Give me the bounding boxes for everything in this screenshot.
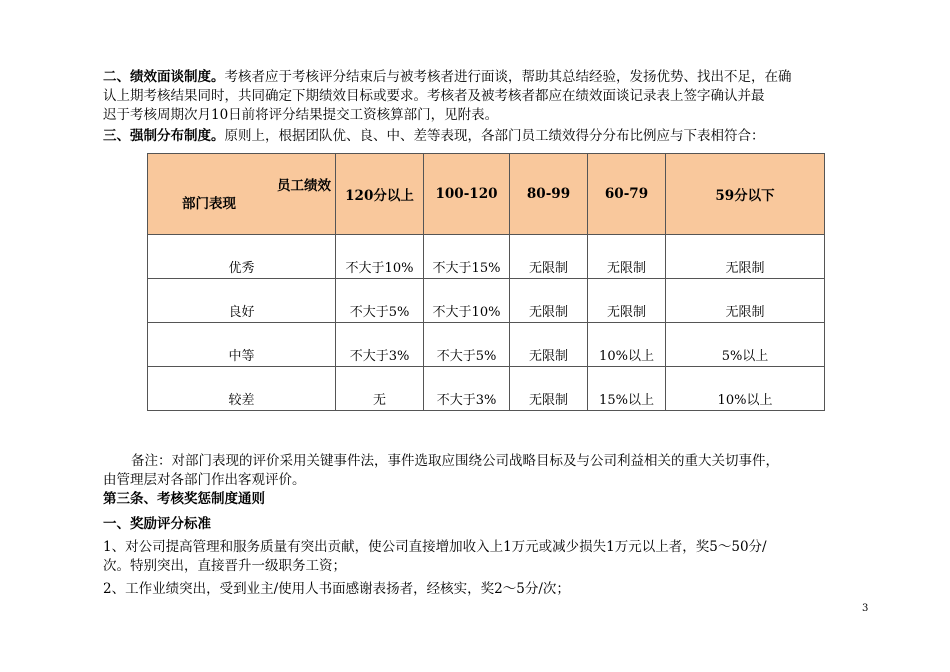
section2-lead: 二、绩效面谈制度。 bbox=[103, 69, 225, 85]
item1-line1: 1、对公司提高管理和服务质量有突出贡献，使公司直接增加收入上1万元或减少损失1万元以上者，奖5～50分/ bbox=[103, 539, 767, 555]
table-cell: 无 bbox=[336, 367, 424, 411]
table-cell: 无限制 bbox=[588, 235, 666, 279]
reward-item-2: 2、工作业绩突出，受到业主/使用人书面感谢表扬者，经核实，奖2～5分/次； bbox=[103, 581, 570, 597]
table-cell: 无限制 bbox=[666, 279, 825, 323]
table-cell: 无限制 bbox=[510, 323, 588, 367]
table-cell: 无限制 bbox=[666, 235, 825, 279]
table-cell: 5%以上 bbox=[666, 323, 825, 367]
section2-line2: 认上期考核结果同时，共同确定下期绩效目标或要求。考核者及被考核者都应在绩效面谈记录表上签字确认并最 bbox=[103, 88, 765, 104]
table-header-row bbox=[148, 154, 825, 235]
column-header: 60-79 bbox=[588, 154, 666, 235]
corner-employee-performance: 员工绩效 bbox=[277, 178, 331, 194]
table-row bbox=[148, 279, 825, 323]
column-header: 80-99 bbox=[510, 154, 588, 235]
table-cell: 不大于5% bbox=[336, 279, 424, 323]
corner-department-performance: 部门表现 bbox=[182, 196, 236, 212]
reward-item-1 bbox=[103, 538, 883, 576]
table-cell: 不大于10% bbox=[424, 279, 510, 323]
row-label: 较差 bbox=[148, 367, 336, 411]
reward-standard-title: 一、奖励评分标准 bbox=[103, 516, 211, 532]
column-header: 59分以下 bbox=[666, 154, 825, 235]
note-paragraph bbox=[103, 452, 883, 490]
table-row bbox=[148, 367, 825, 411]
table-cell: 不大于5% bbox=[424, 323, 510, 367]
table-cell: 不大于15% bbox=[424, 235, 510, 279]
table-corner-cell bbox=[148, 154, 336, 235]
page-number: 3 bbox=[862, 603, 869, 614]
row-label: 优秀 bbox=[148, 235, 336, 279]
note-line2: 由管理层对各部门作出客观评价。 bbox=[103, 472, 306, 488]
section3-lead: 三、强制分布制度。 bbox=[103, 128, 225, 144]
note-line1: 备注：对部门表现的评价采用关键事件法，事件选取应围绕公司战略目标及与公司利益相关的重大关切事件， bbox=[131, 453, 779, 469]
row-label: 良好 bbox=[148, 279, 336, 323]
table-row bbox=[148, 235, 825, 279]
table-cell: 15%以上 bbox=[588, 367, 666, 411]
table-cell: 无限制 bbox=[510, 235, 588, 279]
table-cell: 10%以上 bbox=[666, 367, 825, 411]
section2-line1: 考核者应于考核评分结束后与被考核者进行面谈，帮助其总结经验，发扬优势、找出不足，在确 bbox=[224, 69, 792, 85]
table-cell: 不大于3% bbox=[336, 323, 424, 367]
table-cell: 10%以上 bbox=[588, 323, 666, 367]
column-header: 100-120 bbox=[424, 154, 510, 235]
section3-paragraph bbox=[103, 127, 883, 146]
table-cell: 无限制 bbox=[510, 279, 588, 323]
section2-line3: 迟于考核周期次月10日前将评分结果提交工资核算部门，见附表。 bbox=[103, 107, 499, 123]
table-cell: 不大于10% bbox=[336, 235, 424, 279]
table-cell: 无限制 bbox=[510, 367, 588, 411]
table-cell: 无限制 bbox=[588, 279, 666, 323]
item1-line2: 次。特别突出，直接晋升一级职务工资； bbox=[103, 558, 346, 574]
row-label: 中等 bbox=[148, 323, 336, 367]
distribution-table bbox=[147, 153, 825, 411]
table-row bbox=[148, 323, 825, 367]
article3-title: 第三条、考核奖惩制度通则 bbox=[103, 491, 265, 507]
section3-text: 原则上，根据团队优、良、中、差等表现，各部门员工绩效得分分布比例应与下表相符合： bbox=[224, 128, 765, 144]
table-cell: 不大于3% bbox=[424, 367, 510, 411]
section2-paragraph bbox=[103, 68, 883, 125]
column-header: 120分以上 bbox=[336, 154, 424, 235]
